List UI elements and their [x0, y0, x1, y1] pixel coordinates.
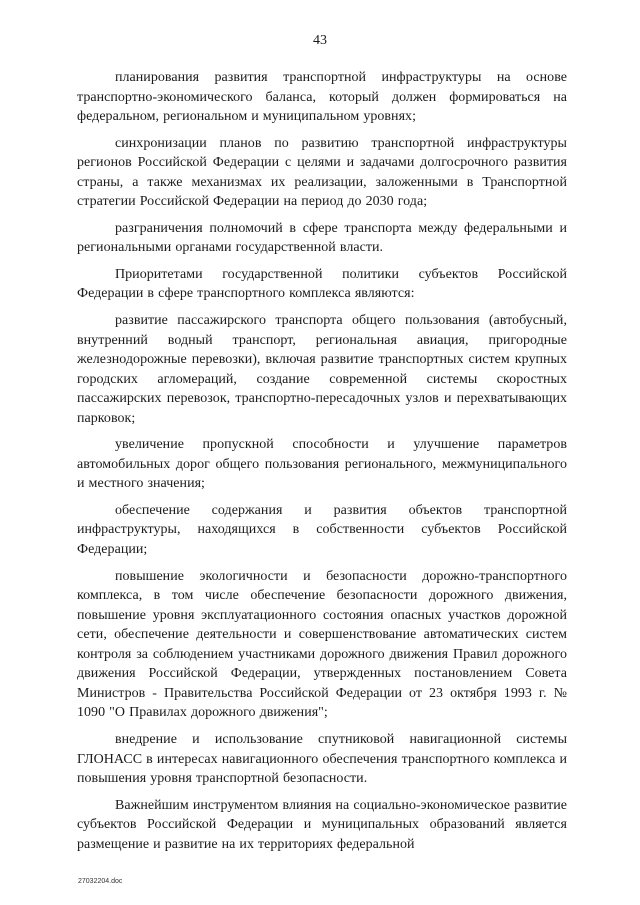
paragraph-powers-delimitation: разграничения полномочий в сфере транспорта между федеральными и региональными органами государственной власти.	[77, 220, 567, 256]
paragraph-priorities-intro: Приоритетами государственной политики субъектов Российской Федерации в сфере транспортного комплекса являются:	[77, 266, 567, 302]
paragraph-transport-planning: планирования развития транспортной инфраструктуры на основе транспортно-экономического баланса, который должен формироваться на федеральном, региональном и муниципальном уровнях;	[77, 70, 567, 125]
paragraph-road-capacity: увеличение пропускной способности и улучшение параметров автомобильных дорог общего пользования регионального, межмуниципального и местного значения;	[77, 437, 567, 492]
paragraph-passenger-transport: развитие пассажирского транспорта общего пользования (автобусный, внутренний водный транспорт, региональная авиация, пригородные железнодорожные перевозки), включая развитие транспортных систем крупных городских агломераций, создание современной системы скоростных пассажирских перевозок, транспортно-пересадочных узлов и перехватывающих парковок;	[77, 313, 567, 426]
document-filename: 27032204.doc	[78, 878, 123, 885]
paragraph-key-instrument: Важнейшим инструментом влияния на социально-экономическое развитие субъектов Российской Федерации и муниципальных образований является размещение и развитие на их территориях федеральной	[77, 797, 567, 852]
paragraph-glonass: внедрение и использование спутниковой навигационной системы ГЛОНАСС в интересах навигационного обеспечения транспортного комплекса и повышения уровня транспортной безопасности.	[77, 731, 567, 787]
paragraph-road-safety: повышение экологичности и безопасности дорожно-транспортного комплекса, в том числе обеспечение безопасности дорожного движения, повышение уровня эксплуатационного состояния опасных участков дорожной сети, обеспечение деятельности и совершенствование автоматических систем контроля за соблюдением участниками дорожного движения Правил дорожного движения Российской Федерации, утвержденных постановлением Совета Министров - Правительства Российской Федерации от 23 октября 1993 г. № 1090 "О Правилах дорожного движения";	[77, 568, 567, 721]
page-number: 43	[313, 33, 327, 48]
paragraph-infrastructure-maintenance: обеспечение содержания и развития объектов транспортной инфраструктуры, находящихся в собственности субъектов Российской Федерации;	[77, 502, 567, 558]
paragraph-plan-synchronization: синхронизации планов по развитию транспортной инфраструктуры регионов Российской Федерации с целями и задачами долгосрочного развития страны, а также механизмах их реализации, заложенными в Транспортной стратегии Российской Федерации на период до 2030 года;	[77, 135, 567, 210]
document-body	[77, 68, 567, 854]
